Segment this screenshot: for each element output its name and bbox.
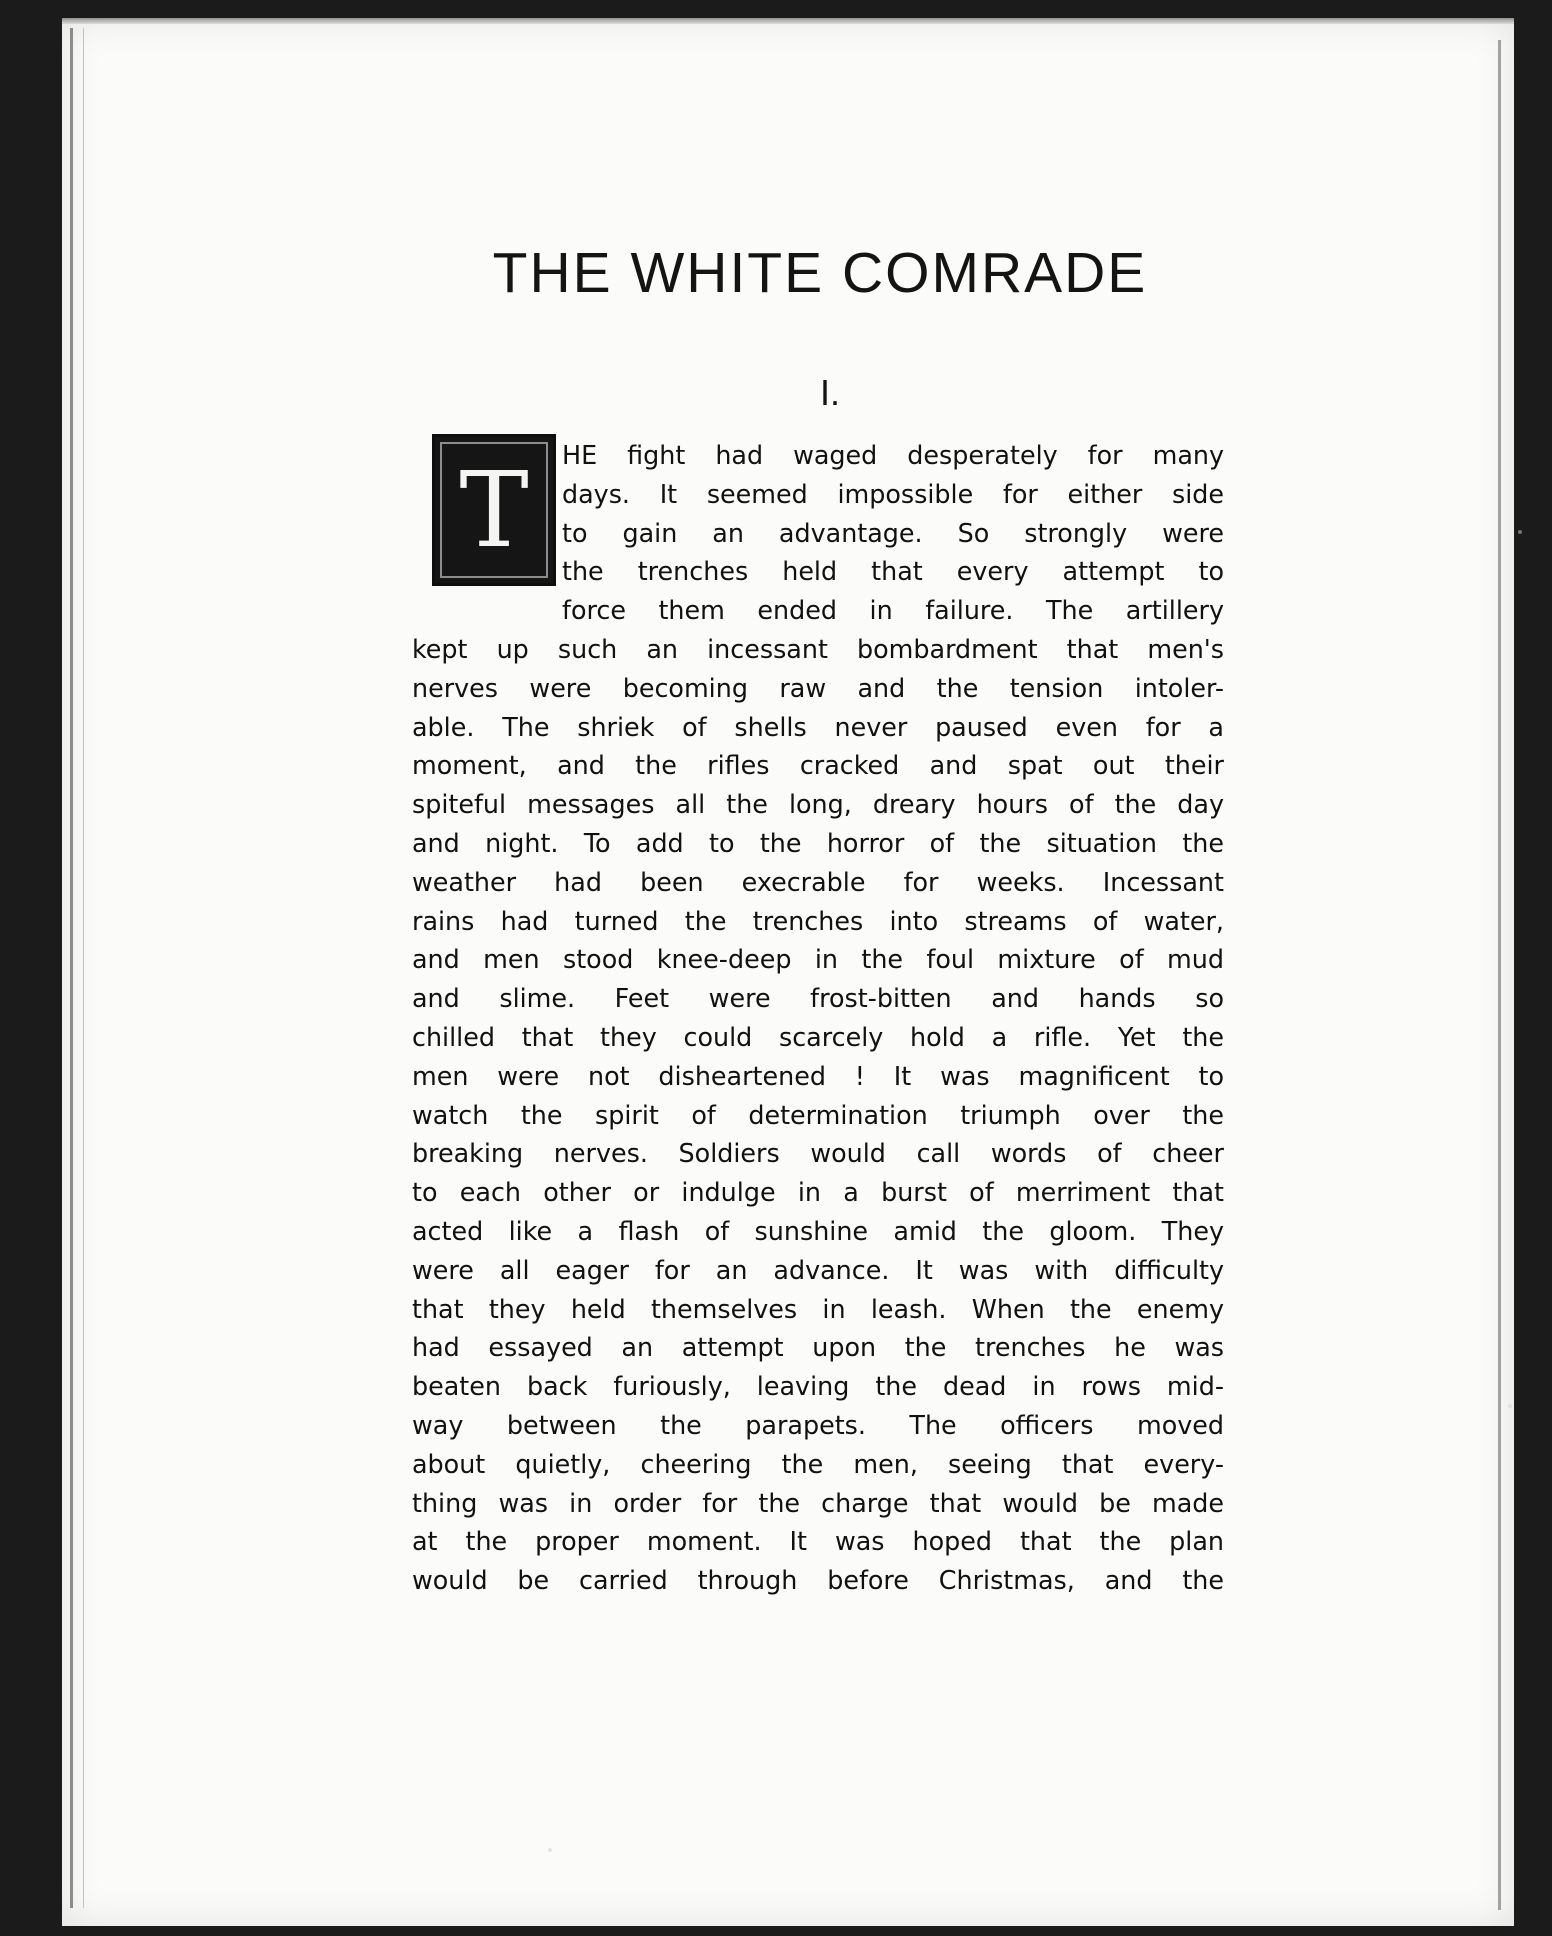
- text-line: watch the spirit of determination triumph over the: [412, 1099, 1224, 1130]
- page-title: THE WHITE COMRADE: [492, 241, 1148, 305]
- text-line: that they held themselves in leash. When the enemy: [412, 1293, 1224, 1324]
- text-line: were all eager for an advance. It was with difficulty: [412, 1254, 1224, 1285]
- text-line: would be carried through before Christmas, and the: [412, 1565, 1224, 1596]
- text-line: HE fight had waged desperately for many: [562, 440, 1224, 470]
- text-line: beaten back furiously, leaving the dead in rows mid-: [412, 1371, 1224, 1402]
- text-line: to gain an advantage. So strongly were: [562, 517, 1224, 548]
- text-line: men were not disheartened ! It was magnificent to: [412, 1060, 1224, 1091]
- text-line: rains had turned the trenches into streams of water,: [412, 905, 1224, 936]
- text-line: kept up such an incessant bombardment that men's: [412, 633, 1224, 664]
- text-line: breaking nerves. Soldiers would call words of cheer: [412, 1138, 1224, 1169]
- paper-speck: [1508, 1404, 1512, 1408]
- text-line: weather had been execrable for weeks. Incessant: [412, 866, 1224, 897]
- text-line: chilled that they could scarcely hold a rifle. Yet the: [412, 1021, 1224, 1052]
- text-line: able. The shriek of shells never paused even for a: [412, 711, 1224, 742]
- text-line: moment, and the rifles cracked and spat out their: [412, 750, 1224, 781]
- text-line: thing was in order for the charge that would be made: [412, 1487, 1224, 1518]
- text-line: had essayed an attempt upon the trenches he was: [412, 1332, 1224, 1363]
- text-line: nerves were becoming raw and the tension intoler-: [412, 672, 1224, 703]
- page-top-edge: [62, 18, 1514, 24]
- text-line: about quietly, cheering the men, seeing that every-: [412, 1448, 1224, 1479]
- drop-cap-initial: T: [432, 434, 556, 586]
- body-paragraph: [412, 436, 1224, 1600]
- text-line: acted like a flash of sunshine amid the gloom. They: [412, 1215, 1224, 1246]
- text-line: way between the parapets. The officers moved: [412, 1409, 1224, 1440]
- paper-speck: [548, 1848, 552, 1852]
- paper-speck: [1518, 530, 1522, 534]
- text-line: to each other or indulge in a burst of merriment that: [412, 1177, 1224, 1208]
- text-line: and night. To add to the horror of the situation the: [412, 827, 1224, 858]
- text-line: the trenches held that every attempt to: [562, 556, 1224, 587]
- text-line: force them ended in failure. The artillery: [562, 595, 1224, 626]
- text-line: at the proper moment. It was hoped that the plan: [412, 1526, 1224, 1557]
- chapter-number: I.: [819, 372, 840, 413]
- text-line: spiteful messages all the long, dreary hours of the day: [412, 789, 1224, 820]
- text-line: and slime. Feet were frost-bitten and hands so: [412, 983, 1224, 1014]
- page-right-edge: [1498, 40, 1501, 1910]
- text-line: days. It seemed impossible for either side: [562, 478, 1224, 509]
- page-spine-edge: [70, 28, 84, 1908]
- text-line: and men stood knee-deep in the foul mixture of mud: [412, 944, 1224, 975]
